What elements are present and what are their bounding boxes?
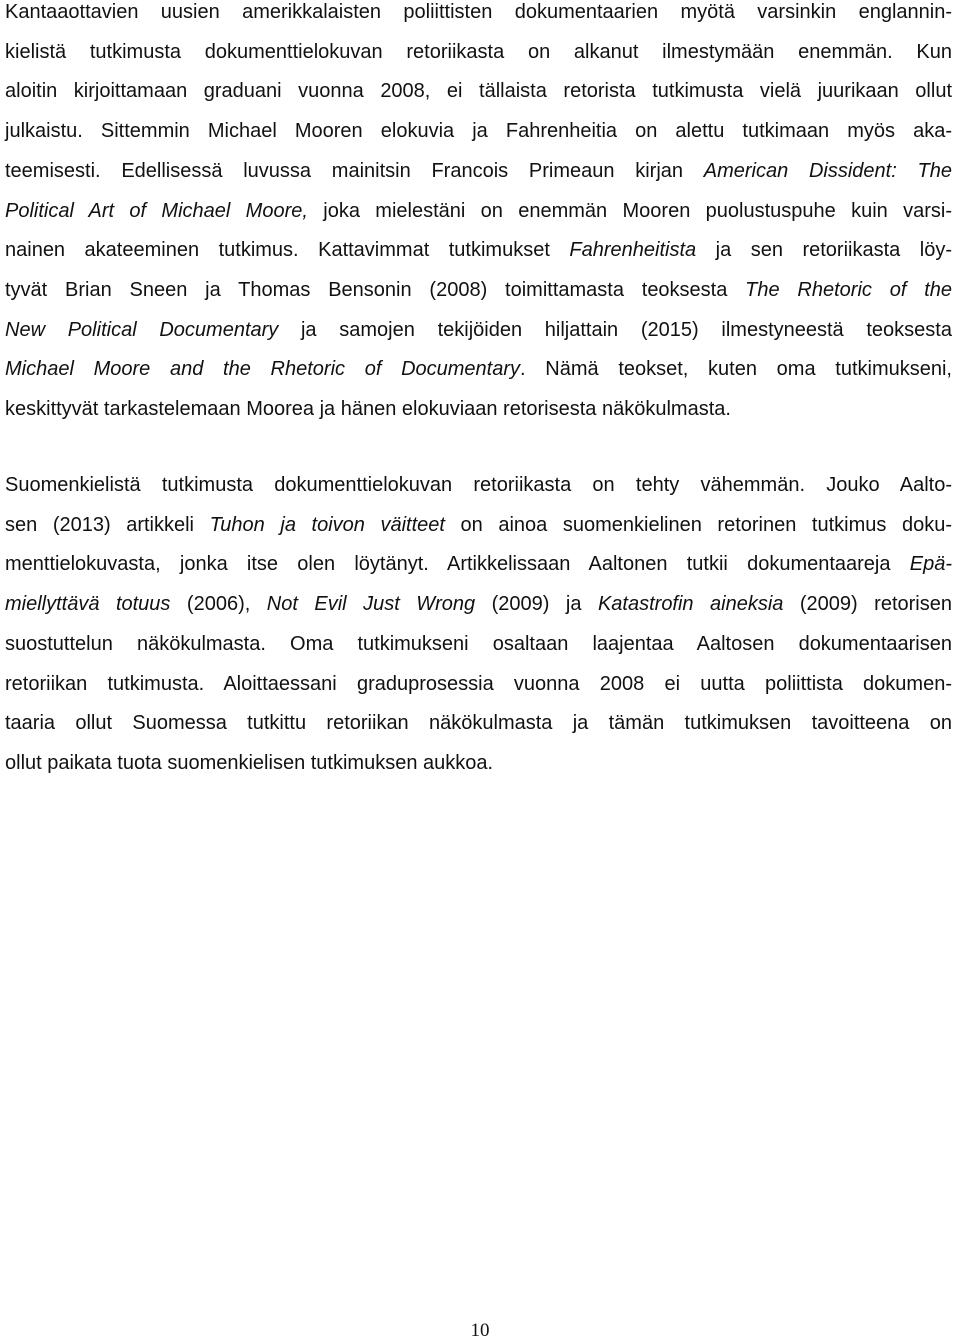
text-run: retoriikan tutkimusta. Aloittaessani graduprosessia vuonna 2008 ei uutta poliittista dokumen- <box>5 672 952 695</box>
text-line <box>5 397 952 421</box>
text-line <box>5 199 952 223</box>
text-line <box>5 632 952 656</box>
text-run: menttielokuvasta, jonka itse olen löytänyt. Artikkelissaan Aaltonen tutkii dokumentaareja <box>5 553 910 576</box>
text-line <box>5 278 952 302</box>
italic-title: Not Evil Just Wrong <box>266 593 476 616</box>
text-line <box>5 238 952 262</box>
text-line <box>5 40 952 64</box>
text-run: sen (2013) artikkeli <box>5 513 210 536</box>
page-number: 10 <box>470 1320 490 1341</box>
text-run: taaria ollut Suomessa tutkittu retoriikan näkökulmasta ja tämän tutkimuksen tavoitteena on <box>5 712 952 735</box>
text-run: keskittyvät tarkastelemaan Moorea ja hänen elokuviaan retorisesta näkökulmasta. <box>5 398 731 420</box>
text-run: on ainoa suomenkielinen retorinen tutkimus doku- <box>444 513 952 536</box>
text-run: ollut paikata tuota suomenkielisen tutkimuksen aukkoa. <box>5 751 494 774</box>
text-run: Suomenkielistä tutkimusta dokumenttielokuvan retoriikasta on tehty vähemmän. Jouko Aalto- <box>5 474 952 496</box>
text-line <box>5 79 952 103</box>
italic-title: Michael Moore and the Rhetoric of Documentary <box>5 358 521 381</box>
text-run: teemisesti. Edellisessä luvussa mainitsin Francois Primeaun kirjan <box>5 159 704 182</box>
italic-title: American Dissident: The <box>703 159 952 182</box>
italic-title: New Political Documentary <box>5 318 279 341</box>
text-run: . Nämä teokset, kuten oma tutkimukseni, <box>520 358 952 381</box>
text-line <box>5 318 952 342</box>
italic-title: Tuhon ja toivon väitteet <box>209 513 445 536</box>
italic-title: miellyttävä totuus <box>5 593 171 616</box>
text-line <box>5 513 952 537</box>
text-run: Kantaaottavien uusien amerikkalaisten poliittisten dokumentaarien myötä varsinkin englannin- <box>5 1 952 23</box>
text-line <box>5 0 952 24</box>
text-run: aloitin kirjoittamaan graduani vuonna 2008, ei tällaista retorista tutkimusta vielä juurikaan ollut <box>5 80 952 103</box>
text-run: ja samojen tekijöiden hiljattain (2015) ilmestyneestä teoksesta <box>278 318 952 341</box>
italic-title: Katastrofin aineksia <box>597 593 784 616</box>
text-line <box>5 552 952 576</box>
italic-title: Fahrenheitista <box>569 239 697 262</box>
text-run: nainen akateeminen tutkimus. Kattavimmat tutkimukset <box>5 239 570 262</box>
text-line <box>5 119 952 143</box>
text-run: (2009) ja <box>475 593 598 616</box>
text-line <box>5 672 952 696</box>
text-run: joka mielestäni on enemmän Mooren puolustuspuhe kuin varsi- <box>307 199 952 222</box>
text-line <box>5 159 952 183</box>
text-line <box>5 751 952 775</box>
text-line <box>5 711 952 735</box>
italic-title: Epä- <box>909 553 952 576</box>
text-run: (2009) retorisen <box>783 593 952 616</box>
text-run: julkaistu. Sittemmin Michael Mooren elokuvia ja Fahrenheitia on alettu tutkimaan myös aka- <box>5 120 952 143</box>
text-run: (2006), <box>170 593 267 616</box>
text-line <box>5 357 952 381</box>
text-run: tyvät Brian Sneen ja Thomas Bensonin (2008) toimittamasta teoksesta <box>5 278 746 301</box>
text-run: suostuttelun näkökulmasta. Oma tutkimukseni osaltaan laajentaa Aaltosen dokumentaarisen <box>5 632 952 655</box>
text-line <box>5 473 952 497</box>
italic-title: Political Art of Michael Moore, <box>5 199 308 222</box>
text-run: kielistä tutkimusta dokumenttielokuvan retoriikasta on alkanut ilmestymään enemmän. Kun <box>5 40 952 63</box>
text-run: ja sen retoriikasta löy- <box>696 239 952 262</box>
text-line <box>5 592 952 616</box>
italic-title: The Rhetoric of the <box>745 278 952 301</box>
